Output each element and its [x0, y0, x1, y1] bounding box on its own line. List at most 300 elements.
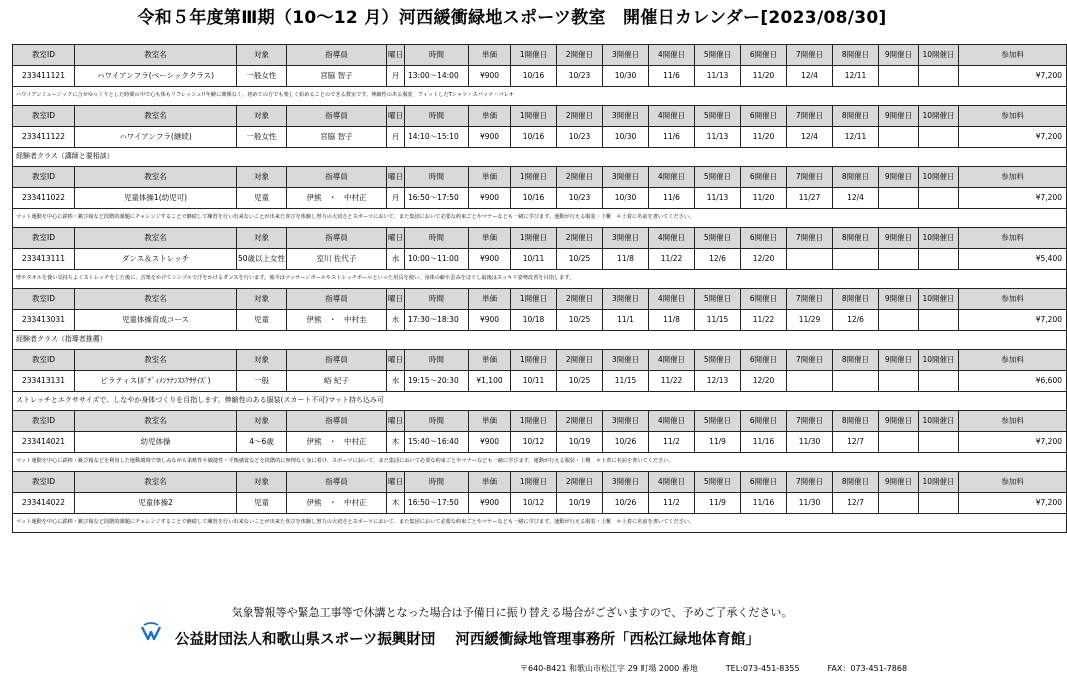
col-header-day: 曜日 — [387, 106, 405, 127]
col-header-day: 曜日 — [387, 350, 405, 371]
fax: FAX：073-451-7868 — [827, 664, 908, 673]
col-header-date-1: 1開催日 — [511, 228, 557, 249]
session-date: 12/4 — [833, 188, 879, 209]
class-note: 壁やタオルを使い気持ちよくストレッチをした後に、音楽をかけてシンプルで汗をかけるダンスを行います。後半はマッサージボールやストレッチポールといった用具を使い、身体の癖や歪みをほぐし最後はスッキリ姿勢改善を目指します。 — [13, 270, 1067, 289]
session-date — [919, 493, 959, 514]
class-id: 233414021 — [13, 432, 75, 453]
session-date: 10/19 — [557, 432, 603, 453]
col-header-id: 教室ID — [13, 411, 75, 432]
col-header-price: 単価 — [469, 289, 511, 310]
col-header-date-7: 7開催日 — [787, 472, 833, 493]
class-name: ハワイアンフラ(ベーシッククラス) — [75, 66, 237, 87]
class-target: 一般女性 — [237, 66, 287, 87]
col-header-date-1: 1開催日 — [511, 472, 557, 493]
session-date: 12/4 — [787, 66, 833, 87]
col-header-date-9: 9開催日 — [879, 350, 919, 371]
class-time: 13:00～14:00 — [405, 66, 469, 87]
class-row — [13, 371, 1067, 392]
class-id: 233413131 — [13, 371, 75, 392]
session-date: 11/27 — [787, 188, 833, 209]
col-header-date-3: 3開催日 — [603, 411, 649, 432]
col-header-instructor: 指導員 — [287, 45, 387, 66]
class-fee: ¥7,200 — [959, 310, 1067, 331]
col-header-date-4: 4開催日 — [649, 106, 695, 127]
col-header-date-10: 10開催日 — [919, 228, 959, 249]
col-header-date-7: 7開催日 — [787, 45, 833, 66]
col-header-name: 教室名 — [75, 228, 237, 249]
col-header-date-6: 6開催日 — [741, 167, 787, 188]
col-header-date-4: 4開催日 — [649, 167, 695, 188]
col-header-date-5: 5開催日 — [695, 350, 741, 371]
class-note: 経験者クラス（指導者推薦） — [13, 331, 1067, 350]
class-instructor: 室川 佐代子 — [287, 249, 387, 270]
class-price: ¥900 — [469, 188, 511, 209]
tel: TEL:073-451-8355 — [725, 664, 800, 673]
class-row — [13, 188, 1067, 209]
col-header-day: 曜日 — [387, 411, 405, 432]
session-date — [833, 371, 879, 392]
col-header-id: 教室ID — [13, 472, 75, 493]
col-header-name: 教室名 — [75, 289, 237, 310]
col-header-name: 教室名 — [75, 350, 237, 371]
col-header-date-6: 6開催日 — [741, 228, 787, 249]
header-row — [13, 411, 1067, 432]
session-date: 10/30 — [603, 66, 649, 87]
class-day: 水 — [387, 249, 405, 270]
col-header-date-10: 10開催日 — [919, 472, 959, 493]
col-header-date-4: 4開催日 — [649, 45, 695, 66]
class-day: 水 — [387, 310, 405, 331]
col-header-price: 単価 — [469, 167, 511, 188]
col-header-price: 単価 — [469, 411, 511, 432]
header-row — [13, 350, 1067, 371]
session-date: 11/2 — [649, 493, 695, 514]
session-date: 11/20 — [741, 188, 787, 209]
class-row — [13, 66, 1067, 87]
col-header-time: 時間 — [405, 106, 469, 127]
col-header-date-5: 5開催日 — [695, 411, 741, 432]
col-header-date-7: 7開催日 — [787, 411, 833, 432]
class-day: 月 — [387, 66, 405, 87]
class-id: 233411022 — [13, 188, 75, 209]
col-header-date-4: 4開催日 — [649, 350, 695, 371]
col-header-date-3: 3開催日 — [603, 228, 649, 249]
class-fee: ¥7,200 — [959, 188, 1067, 209]
page-title: 令和５年度第Ⅲ期（10～12 月）河西緩衝緑地スポーツ教室 開催日カレンダー[2023/08/30] — [137, 8, 887, 28]
session-date — [919, 249, 959, 270]
header-row — [13, 45, 1067, 66]
class-fee: ¥7,200 — [959, 493, 1067, 514]
session-date: 11/16 — [741, 493, 787, 514]
session-date: 12/11 — [833, 66, 879, 87]
col-header-time: 時間 — [405, 228, 469, 249]
col-header-price: 単価 — [469, 228, 511, 249]
col-header-time: 時間 — [405, 289, 469, 310]
session-date: 11/2 — [649, 432, 695, 453]
session-date — [919, 188, 959, 209]
col-header-instructor: 指導員 — [287, 472, 387, 493]
session-date: 10/23 — [557, 66, 603, 87]
col-header-date-7: 7開催日 — [787, 106, 833, 127]
class-target: 児童 — [237, 493, 287, 514]
col-header-target: 対象 — [237, 106, 287, 127]
session-date: 10/26 — [603, 493, 649, 514]
col-header-date-8: 8開催日 — [833, 228, 879, 249]
session-date: 11/13 — [695, 188, 741, 209]
schedule-table — [12, 44, 1067, 533]
col-header-date-4: 4開催日 — [649, 228, 695, 249]
col-header-time: 時間 — [405, 167, 469, 188]
class-instructor: 伊熊 ・ 中村圭 — [287, 310, 387, 331]
session-date: 11/22 — [649, 249, 695, 270]
session-date: 10/26 — [603, 432, 649, 453]
class-name: ハワイアンフラ(継続) — [75, 127, 237, 148]
col-header-target: 対象 — [237, 45, 287, 66]
session-date: 10/23 — [557, 188, 603, 209]
class-instructor: 伊熊 ・ 中村正 — [287, 188, 387, 209]
session-date: 10/16 — [511, 66, 557, 87]
col-header-date-3: 3開催日 — [603, 45, 649, 66]
class-price: ¥900 — [469, 249, 511, 270]
col-header-price: 単価 — [469, 472, 511, 493]
col-header-price: 単価 — [469, 350, 511, 371]
class-note: ハワイアンミュージックに合せゆっくりとした時間の中で心も体もリフレッシュ!!年齢に関係なく、初めての方でも楽しく始めることのできる教室です。伸縮性のある服装 フィットしたTシャツ・スパッツ・パレオ — [13, 87, 1067, 106]
note-row — [13, 270, 1067, 289]
session-date: 10/11 — [511, 249, 557, 270]
col-header-fee: 参加料 — [959, 472, 1067, 493]
note-row — [13, 209, 1067, 228]
col-header-target: 対象 — [237, 472, 287, 493]
col-header-instructor: 指導員 — [287, 228, 387, 249]
class-day: 木 — [387, 493, 405, 514]
class-note: 経験者クラス（講師と要相談） — [13, 148, 1067, 167]
session-date: 11/15 — [603, 371, 649, 392]
class-fee: ¥7,200 — [959, 66, 1067, 87]
notice-text: 気象警報等や緊急工事等で休講となった場合は予備日に振り替える場合がございますので、予めご了承ください。 — [231, 606, 793, 619]
col-header-fee: 参加料 — [959, 167, 1067, 188]
class-target: 児童 — [237, 310, 287, 331]
col-header-date-10: 10開催日 — [919, 45, 959, 66]
session-date — [879, 432, 919, 453]
header-row — [13, 472, 1067, 493]
col-header-date-6: 6開催日 — [741, 350, 787, 371]
session-date: 11/8 — [649, 310, 695, 331]
col-header-date-2: 2開催日 — [557, 45, 603, 66]
col-header-date-5: 5開催日 — [695, 289, 741, 310]
col-header-date-10: 10開催日 — [919, 411, 959, 432]
class-target: 児童 — [237, 188, 287, 209]
col-header-date-3: 3開催日 — [603, 350, 649, 371]
session-date: 10/11 — [511, 371, 557, 392]
class-target: 50歳以上女性 — [237, 249, 287, 270]
col-header-date-5: 5開催日 — [695, 228, 741, 249]
col-header-date-8: 8開催日 — [833, 472, 879, 493]
org-name: 公益財団法人和歌山県スポーツ振興財団 — [175, 632, 436, 648]
col-header-target: 対象 — [237, 350, 287, 371]
note-row — [13, 148, 1067, 167]
session-date — [919, 310, 959, 331]
col-header-target: 対象 — [237, 289, 287, 310]
col-header-instructor: 指導員 — [287, 350, 387, 371]
class-price: ¥900 — [469, 493, 511, 514]
session-date: 10/18 — [511, 310, 557, 331]
col-header-id: 教室ID — [13, 228, 75, 249]
class-target: 4～6歳 — [237, 432, 287, 453]
class-instructor: 宮脇 智子 — [287, 66, 387, 87]
session-date: 10/16 — [511, 188, 557, 209]
class-id: 233414022 — [13, 493, 75, 514]
col-header-date-5: 5開催日 — [695, 106, 741, 127]
col-header-date-4: 4開催日 — [649, 472, 695, 493]
col-header-time: 時間 — [405, 350, 469, 371]
class-fee: ¥7,200 — [959, 127, 1067, 148]
col-header-fee: 参加料 — [959, 228, 1067, 249]
class-fee: ¥6,600 — [959, 371, 1067, 392]
col-header-date-10: 10開催日 — [919, 167, 959, 188]
class-name: 児童体操1(幼児可) — [75, 188, 237, 209]
col-header-time: 時間 — [405, 411, 469, 432]
session-date — [787, 371, 833, 392]
col-header-day: 曜日 — [387, 167, 405, 188]
session-date: 10/12 — [511, 432, 557, 453]
col-header-date-7: 7開催日 — [787, 350, 833, 371]
class-day: 木 — [387, 432, 405, 453]
col-header-date-10: 10開催日 — [919, 350, 959, 371]
col-header-date-1: 1開催日 — [511, 289, 557, 310]
col-header-name: 教室名 — [75, 472, 237, 493]
class-name: ピラティス(ﾎﾞﾃﾞｨﾒﾝﾃﾅﾝｽｴｸｻｻｲｽﾞ) — [75, 371, 237, 392]
col-header-id: 教室ID — [13, 106, 75, 127]
col-header-date-9: 9開催日 — [879, 228, 919, 249]
session-date: 10/25 — [557, 371, 603, 392]
col-header-id: 教室ID — [13, 289, 75, 310]
organization-line — [175, 628, 780, 649]
col-header-id: 教室ID — [13, 45, 75, 66]
note-row — [13, 453, 1067, 472]
session-date: 12/20 — [741, 371, 787, 392]
col-header-date-10: 10開催日 — [919, 106, 959, 127]
session-date: 11/30 — [787, 493, 833, 514]
col-header-date-10: 10開催日 — [919, 289, 959, 310]
class-note: ストレッチとエクササイズで、しなやか身体づくりを目指します。伸縮性のある服装(スカート不可)マット持ち込み可 — [13, 392, 1067, 411]
class-price: ¥900 — [469, 127, 511, 148]
class-day: 水 — [387, 371, 405, 392]
col-header-date-2: 2開催日 — [557, 350, 603, 371]
session-date: 10/12 — [511, 493, 557, 514]
session-date — [919, 371, 959, 392]
session-date — [919, 66, 959, 87]
class-note: マット運動を中心に鉄棒・跳び箱など段階的課題にチャレンジすることで継続して練習を行い出来ないことが出来た喜びを体験し努力の大切さとスポーツにおいて、また集団において必要な約束ごとやマナーなども一緒に学びます。運動が行える服装・上靴 ＊上着に名前を書いてください。 — [13, 209, 1067, 228]
session-date: 11/6 — [649, 66, 695, 87]
col-header-date-3: 3開催日 — [603, 106, 649, 127]
session-date — [879, 188, 919, 209]
col-header-date-7: 7開催日 — [787, 289, 833, 310]
class-time: 17:30～18:30 — [405, 310, 469, 331]
col-header-date-6: 6開催日 — [741, 45, 787, 66]
col-header-time: 時間 — [405, 45, 469, 66]
office-name: 河西緩衝緑地管理事務所「西松江緑地体育館」 — [455, 632, 760, 648]
col-header-date-1: 1開催日 — [511, 350, 557, 371]
class-time: 10:00～11:00 — [405, 249, 469, 270]
col-header-date-1: 1開催日 — [511, 167, 557, 188]
session-date: 11/6 — [649, 188, 695, 209]
class-row — [13, 432, 1067, 453]
class-time: 14:10～15:10 — [405, 127, 469, 148]
col-header-fee: 参加料 — [959, 289, 1067, 310]
class-target: 一般 — [237, 371, 287, 392]
session-date: 12/13 — [695, 371, 741, 392]
class-price: ¥900 — [469, 66, 511, 87]
session-date: 10/30 — [603, 188, 649, 209]
session-date: 11/6 — [649, 127, 695, 148]
session-date — [879, 371, 919, 392]
col-header-date-8: 8開催日 — [833, 289, 879, 310]
class-row — [13, 493, 1067, 514]
col-header-fee: 参加料 — [959, 45, 1067, 66]
col-header-instructor: 指導員 — [287, 167, 387, 188]
session-date: 10/30 — [603, 127, 649, 148]
class-row — [13, 127, 1067, 148]
col-header-name: 教室名 — [75, 411, 237, 432]
col-header-target: 対象 — [237, 228, 287, 249]
class-price: ¥1,100 — [469, 371, 511, 392]
col-header-date-2: 2開催日 — [557, 167, 603, 188]
class-note: マット運動を中心に鉄棒・跳び箱など段階的課題にチャレンジすることで継続して練習を行い出来ないことが出来た喜びを体験し努力の大切さとスポーツにおいて、また集団において必要な約束ごとやマナーなども一緒に学びます。運動が行える服装・上靴 ＊上着に名前を書いてください。 — [13, 514, 1067, 533]
session-date: 10/25 — [557, 310, 603, 331]
col-header-date-9: 9開催日 — [879, 45, 919, 66]
session-date: 10/16 — [511, 127, 557, 148]
foundation-logo-icon — [140, 621, 162, 643]
class-name: 児童体操育成コース — [75, 310, 237, 331]
col-header-date-5: 5開催日 — [695, 45, 741, 66]
col-header-date-8: 8開催日 — [833, 167, 879, 188]
class-name: 幼児体操 — [75, 432, 237, 453]
col-header-date-9: 9開催日 — [879, 106, 919, 127]
class-name: ダンス＆ストレッチ — [75, 249, 237, 270]
col-header-date-3: 3開催日 — [603, 289, 649, 310]
class-note: マット運動を中心に鉄棒・跳び箱などを利用した運動環境で楽しみながら柔軟性や敏捷性・平衡感覚などを段階的に無理なく身に着け、スポーツにおいて、また集団において必要な約束ごとやマナーなども一緒に学びます。運動が行える服装・上靴 ＊上着に名前を書いてください。 — [13, 453, 1067, 472]
session-date: 11/1 — [603, 310, 649, 331]
col-header-day: 曜日 — [387, 289, 405, 310]
col-header-time: 時間 — [405, 472, 469, 493]
col-header-fee: 参加料 — [959, 411, 1067, 432]
session-date: 12/7 — [833, 493, 879, 514]
header-row — [13, 106, 1067, 127]
class-name: 児童体操2 — [75, 493, 237, 514]
header-row — [13, 228, 1067, 249]
col-header-instructor: 指導員 — [287, 106, 387, 127]
session-date: 11/20 — [741, 127, 787, 148]
class-time: 16:50～17:50 — [405, 493, 469, 514]
col-header-id: 教室ID — [13, 167, 75, 188]
col-header-date-6: 6開催日 — [741, 289, 787, 310]
col-header-day: 曜日 — [387, 472, 405, 493]
session-date — [879, 249, 919, 270]
session-date: 11/15 — [695, 310, 741, 331]
col-header-date-4: 4開催日 — [649, 411, 695, 432]
session-date: 11/13 — [695, 127, 741, 148]
session-date: 12/11 — [833, 127, 879, 148]
col-header-date-2: 2開催日 — [557, 289, 603, 310]
session-date: 12/6 — [695, 249, 741, 270]
col-header-target: 対象 — [237, 411, 287, 432]
class-row — [13, 249, 1067, 270]
session-date — [879, 310, 919, 331]
note-row — [13, 392, 1067, 411]
col-header-date-7: 7開催日 — [787, 167, 833, 188]
col-header-date-8: 8開催日 — [833, 350, 879, 371]
class-price: ¥900 — [469, 432, 511, 453]
session-date: 12/20 — [741, 249, 787, 270]
address-line — [520, 663, 907, 674]
class-instructor: 峪 紀子 — [287, 371, 387, 392]
col-header-date-8: 8開催日 — [833, 411, 879, 432]
session-date: 11/30 — [787, 432, 833, 453]
col-header-price: 単価 — [469, 45, 511, 66]
class-fee: ¥5,400 — [959, 249, 1067, 270]
session-date: 11/22 — [649, 371, 695, 392]
col-header-day: 曜日 — [387, 45, 405, 66]
class-id: 233413031 — [13, 310, 75, 331]
session-date: 11/9 — [695, 432, 741, 453]
col-header-name: 教室名 — [75, 167, 237, 188]
session-date — [879, 493, 919, 514]
col-header-id: 教室ID — [13, 350, 75, 371]
note-row — [13, 87, 1067, 106]
col-header-name: 教室名 — [75, 45, 237, 66]
session-date — [879, 127, 919, 148]
col-header-date-1: 1開催日 — [511, 45, 557, 66]
col-header-date-9: 9開催日 — [879, 411, 919, 432]
col-header-instructor: 指導員 — [287, 289, 387, 310]
class-time: 15:40～16:40 — [405, 432, 469, 453]
session-date — [787, 249, 833, 270]
col-header-day: 曜日 — [387, 228, 405, 249]
col-header-date-3: 3開催日 — [603, 167, 649, 188]
session-date — [919, 432, 959, 453]
class-day: 月 — [387, 188, 405, 209]
session-date: 11/16 — [741, 432, 787, 453]
session-date — [919, 127, 959, 148]
col-header-instructor: 指導員 — [287, 411, 387, 432]
session-date: 10/25 — [557, 249, 603, 270]
note-row — [13, 331, 1067, 350]
col-header-date-2: 2開催日 — [557, 411, 603, 432]
class-time: 16:50～17:50 — [405, 188, 469, 209]
class-row — [13, 310, 1067, 331]
class-instructor: 伊熊 ・ 中村正 — [287, 493, 387, 514]
col-header-date-9: 9開催日 — [879, 289, 919, 310]
col-header-date-6: 6開催日 — [741, 106, 787, 127]
class-id: 233413111 — [13, 249, 75, 270]
col-header-date-2: 2開催日 — [557, 106, 603, 127]
class-day: 月 — [387, 127, 405, 148]
class-id: 233411121 — [13, 66, 75, 87]
session-date: 12/4 — [787, 127, 833, 148]
col-header-date-6: 6開催日 — [741, 472, 787, 493]
col-header-date-9: 9開催日 — [879, 472, 919, 493]
col-header-date-7: 7開催日 — [787, 228, 833, 249]
class-target: 一般女性 — [237, 127, 287, 148]
session-date: 11/13 — [695, 66, 741, 87]
note-row — [13, 514, 1067, 533]
class-instructor: 宮脇 智子 — [287, 127, 387, 148]
col-header-date-6: 6開催日 — [741, 411, 787, 432]
col-header-fee: 参加料 — [959, 350, 1067, 371]
session-date — [833, 249, 879, 270]
col-header-date-1: 1開催日 — [511, 106, 557, 127]
session-date: 11/29 — [787, 310, 833, 331]
